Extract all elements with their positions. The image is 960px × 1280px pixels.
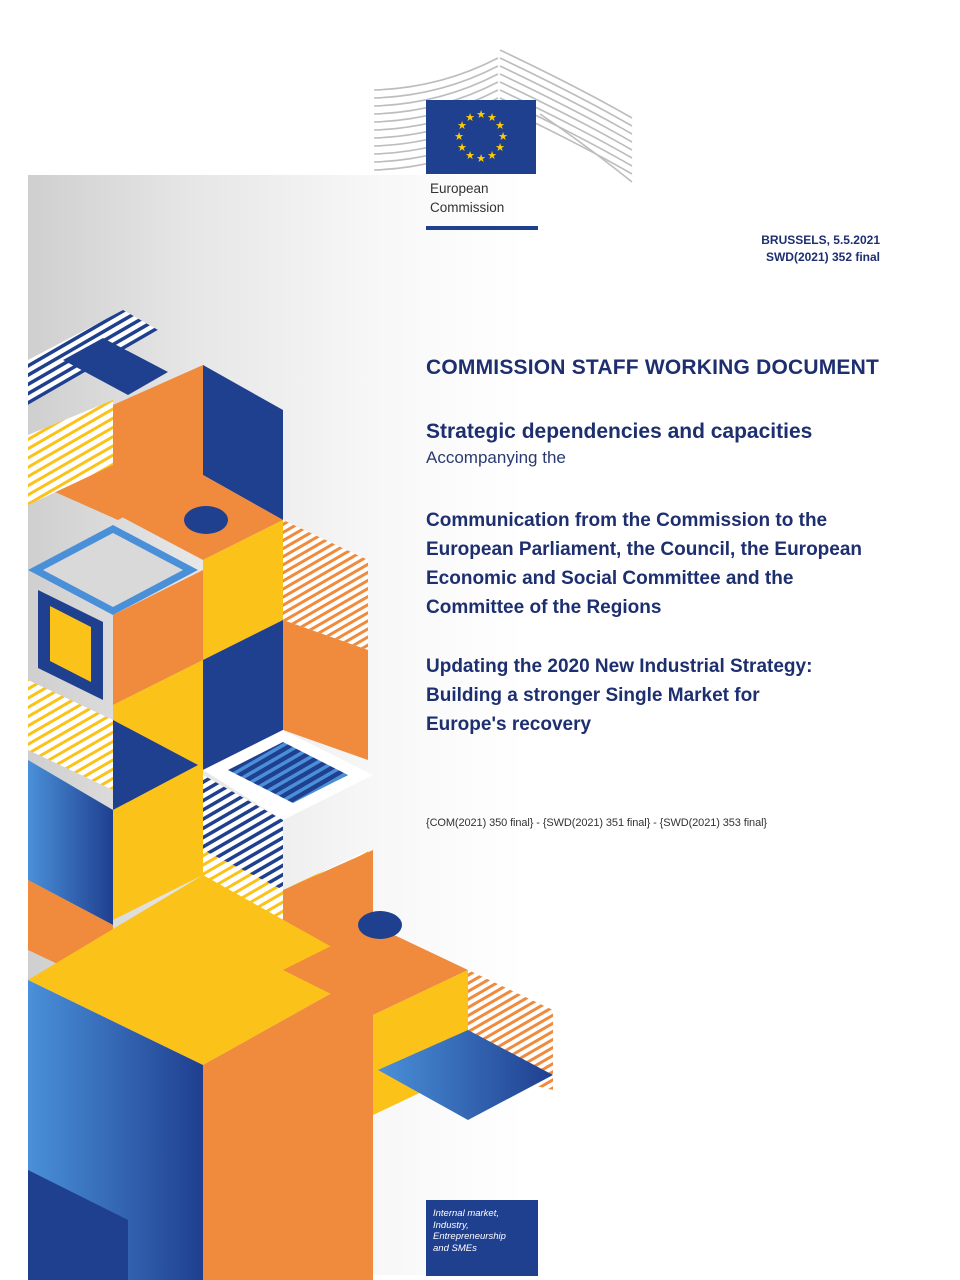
svg-text:★: ★ [454, 130, 464, 143]
svg-text:★: ★ [495, 141, 505, 154]
svg-text:★: ★ [495, 119, 505, 132]
document-code: SWD(2021) 352 final [765, 250, 880, 264]
eu-stars-icon [426, 100, 536, 174]
art-navy-dot-lower [358, 911, 402, 939]
svg-text:★: ★ [476, 108, 486, 121]
document-type: COMMISSION STAFF WORKING DOCUMENT [426, 356, 880, 379]
svg-text:★: ★ [457, 119, 467, 132]
eu-flag-icon [426, 100, 536, 174]
logo-underline [426, 226, 538, 230]
dg-line: Industry, [433, 1219, 469, 1231]
update-line: Building a stronger Single Market for [426, 685, 760, 706]
update-line: Europe's recovery [426, 714, 592, 735]
european-commission-logo [370, 48, 635, 233]
dg-line: Entrepreneurship [433, 1231, 506, 1242]
svg-text:★: ★ [465, 111, 475, 124]
dg-line: Internal market, [433, 1208, 499, 1219]
svg-text:★: ★ [465, 149, 475, 162]
update-line: Updating the 2020 New Industrial Strategy: [426, 656, 813, 677]
org-name-line2: Commission [430, 200, 505, 215]
accompanying-label: Accompanying the [426, 448, 566, 467]
document-title: Strategic dependencies and capacities [426, 420, 813, 443]
communication-line: Communication from the Commission to the [426, 510, 828, 531]
svg-text:★: ★ [487, 111, 497, 124]
svg-text:★: ★ [498, 130, 508, 143]
org-name-line1: European [430, 181, 489, 196]
directorate-general-label [426, 1200, 538, 1276]
art-navy-dot-upper [184, 506, 228, 534]
update-title [426, 652, 906, 739]
communication-line: European Parliament, the Council, the European [426, 539, 863, 560]
place-date: BRUSSELS, 5.5.2021 [761, 233, 880, 247]
related-references: {COM(2021) 350 final} - {SWD(2021) 351 final} - {SWD(2021) 353 final} [426, 817, 768, 829]
communication-line: Economic and Social Committee and the [426, 568, 794, 589]
svg-text:★: ★ [487, 149, 497, 162]
svg-text:★: ★ [457, 141, 467, 154]
communication-title [426, 506, 906, 622]
communication-line: Committee of the Regions [426, 597, 662, 618]
svg-text:★: ★ [476, 152, 486, 165]
dg-line: and SMEs [433, 1242, 477, 1254]
title-block [426, 356, 906, 829]
